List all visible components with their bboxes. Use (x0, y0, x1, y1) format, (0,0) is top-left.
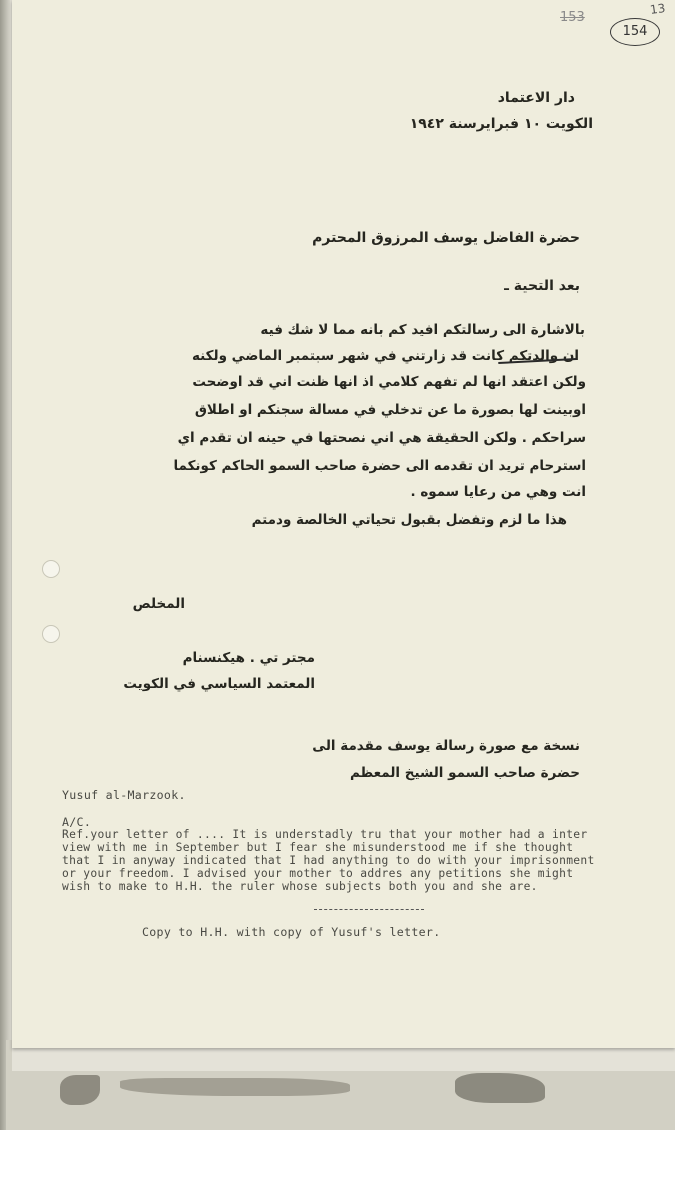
english-line: that I in anyway indicated that I had anything to do with your imprisonment (62, 854, 595, 867)
binding-shadow (0, 0, 10, 1130)
greeting: بعد التحية ـ (504, 278, 580, 294)
english-line: Ref.your letter of .... It is understadly tru that your mother had a inter (62, 828, 588, 841)
letter-page (12, 0, 675, 1048)
folio-number-top: 13 (649, 1, 667, 17)
office-heading: دار الاعتماد (497, 90, 575, 106)
body-line: استرحام تريد ان تقدمه الى حضرة صاحب السمو الحاكم كونكما (173, 458, 586, 474)
separator-rule (314, 909, 424, 910)
english-line: wish to make to H.H. the ruler whose subjects both you and she are. (62, 880, 538, 893)
folio-number-circled: 154 (610, 18, 660, 46)
body-line: انت وهي من رعايا سموه . (410, 484, 586, 500)
torn-fragment (60, 1075, 100, 1105)
signatory-title: المعتمد السياسي في الكويت (123, 676, 315, 692)
signatory-name: مجتر تي . هيكنسنام (182, 650, 315, 666)
body-line: ان والدتكم كانت قد زارتني في شهر سبتمبر الماضي ولكنه (191, 348, 579, 364)
english-line: or your freedom. I advised your mother to addres any petitions she might (62, 867, 574, 880)
torn-fragment (120, 1078, 350, 1096)
cc-line-2: حضرة صاحب السمو الشيخ المعظم (349, 765, 580, 781)
english-ref: A/C. (62, 815, 92, 829)
body-line: اوبينت لها بصورة ما عن تدخلي في مسالة سجنكم او اطلاق (194, 402, 586, 418)
addressee: حضرة الفاضل يوسف المرزوق المحترم (312, 230, 580, 246)
complimentary-close: المخلص (132, 596, 185, 612)
copy-note: Copy to H.H. with copy of Yusuf's letter. (142, 925, 441, 939)
english-recipient: Yusuf al-Marzook. (62, 788, 186, 802)
punch-hole (42, 625, 60, 643)
english-line: view with me in September but I fear she misunderstood me if she thought (62, 841, 574, 854)
body-line: سراحكم . ولكن الحقيقة هي اني نصحتها في حينه ان تقدم اي (177, 430, 586, 446)
place-date: الكويت ١٠ فبرايرسنة ١٩٤٢ (409, 116, 593, 132)
body-line: ولكن اعتقد انها لم تفهم كلامي اذ انها ظنت اني قد اوضحت (192, 374, 586, 390)
cc-line-1: نسخة مع صورة رسالة يوسف مقدمة الى (312, 738, 580, 754)
punch-hole (42, 560, 60, 578)
folio-number-struck: 153 (560, 10, 585, 25)
closing-line: هذا ما لزم وتفضل بقبول تحياتي الخالصة ودمتم (251, 512, 567, 528)
torn-fragment (455, 1073, 545, 1103)
body-line: بالاشارة الى رسالتكم افيد كم بانه مما لا شك فيه (260, 322, 585, 338)
